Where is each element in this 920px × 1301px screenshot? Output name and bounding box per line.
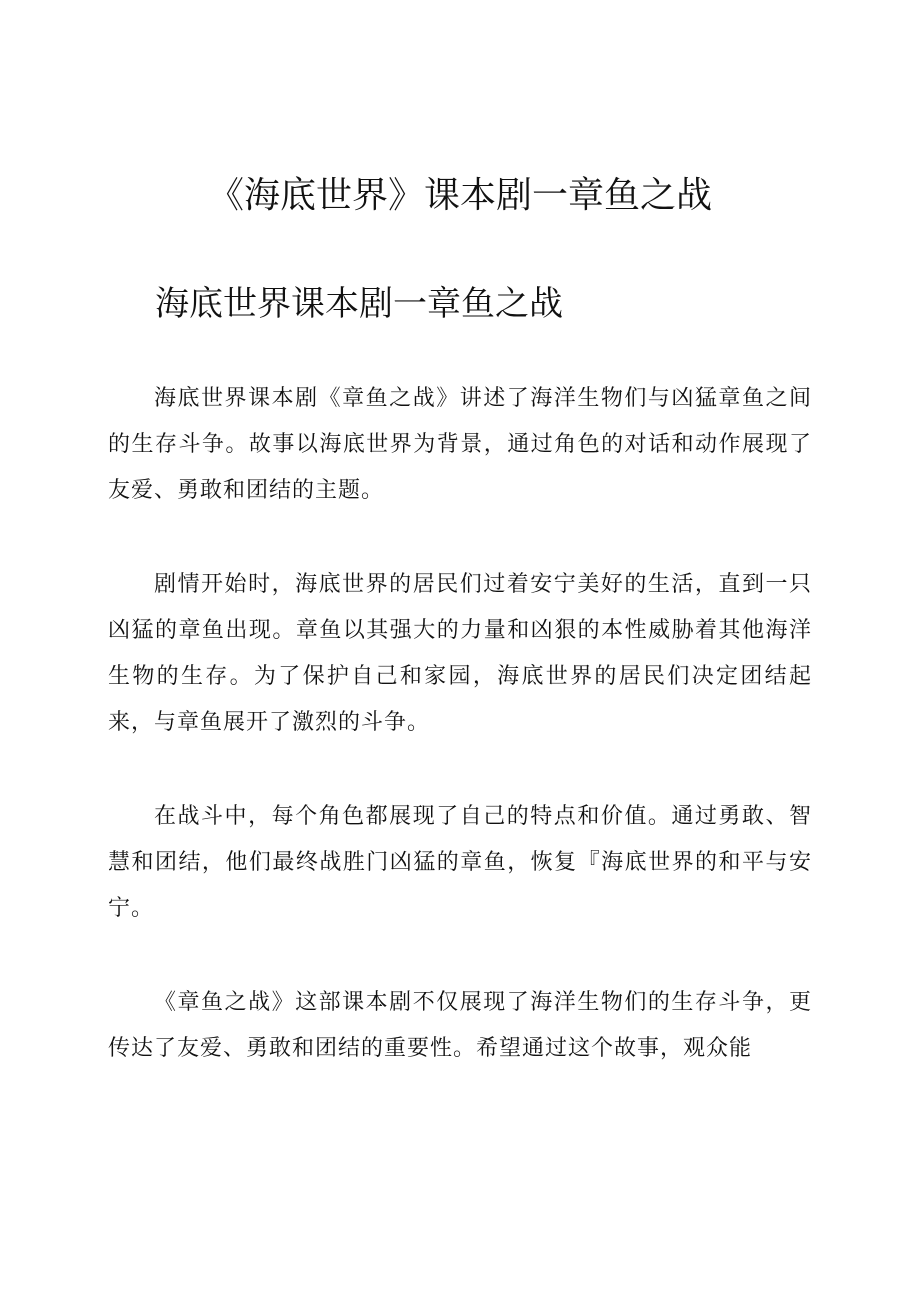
document-subtitle: 海底世界课本剧一章鱼之战	[155, 284, 563, 324]
paragraph-2: 剧情开始时，海底世界的居民们过着安宁美好的生活，直到一只凶猛的章鱼出现。章鱼以其强大的力量和凶狠的本性威胁着其他海洋生物的生存。为了保护自己和家园，海底世界的居民们决定团结起来，与章鱼展开了激烈的斗争。	[108, 572, 812, 735]
paragraph-3: 在战斗中，每个角色都展现了自己的特点和价值。通过勇敢、智慧和团结，他们最终战胜门凶猛的章鱼，恢复『海底世界的和平与安宁。	[108, 804, 812, 921]
document-body	[108, 376, 812, 1072]
document-title: 《海底世界》课本剧一章鱼之战	[207, 175, 712, 216]
paragraph-4: 《章鱼之战》这部课本剧不仅展现了海洋生物们的生存斗争，更传达了友爱、勇敢和团结的重要性。希望通过这个故事，观众能	[108, 990, 812, 1061]
paragraph-1: 海底世界课本剧《章鱼之战》讲述了海洋生物们与凶猛章鱼之间的生存斗争。故事以海底世界为背景，通过角色的对话和动作展现了友爱、勇敢和团结的主题。	[108, 386, 812, 503]
